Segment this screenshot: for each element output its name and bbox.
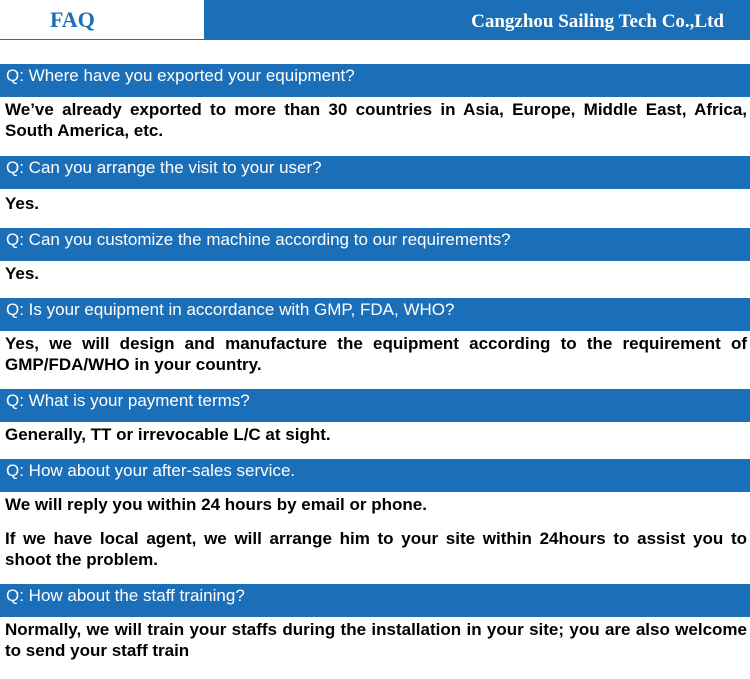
question-text: Q: What is your payment terms? <box>6 391 250 410</box>
faq-question-7 <box>0 584 750 617</box>
faq-answer-6b: If we have local agent, we will arrange him to your site within 24hours to assist you to shoot the problem. <box>5 529 747 569</box>
faq-answer-5: Generally, TT or irrevocable L/C at sight. <box>5 425 331 444</box>
faq-answer-4: Yes, we will design and manufacture the equipment according to the requirement of GMP/FDA/WHO in your country. <box>5 334 747 374</box>
faq-answer-2: Yes. <box>5 194 40 213</box>
faq-tab-label: FAQ <box>50 7 95 32</box>
faq-question-2 <box>0 156 750 189</box>
faq-question-4 <box>0 298 750 331</box>
faq-answer-3: Yes. <box>5 264 40 283</box>
question-text: Q: Can you customize the machine according to our requirements? <box>6 230 511 249</box>
faq-answer-6a: We will reply you within 24 hours by email or phone. <box>5 495 427 514</box>
question-text: Q: How about your after-sales service. <box>6 461 296 480</box>
faq-question-5 <box>0 389 750 422</box>
faq-question-1 <box>0 64 750 97</box>
question-text: Q: How about the staff training? <box>6 586 245 605</box>
faq-answer-7: Normally, we will train your staffs during the installation in your site; you are also welcome to send your staff train <box>5 620 747 660</box>
faq-question-3 <box>0 228 750 261</box>
question-text: Q: Can you arrange the visit to your user? <box>6 158 322 177</box>
faq-tab[interactable] <box>0 0 204 40</box>
header-bar <box>0 0 750 40</box>
question-text: Q: Where have you exported your equipment? <box>6 66 355 85</box>
faq-question-6 <box>0 459 750 492</box>
company-name: Cangzhou Sailing Tech Co.,Ltd <box>471 11 724 32</box>
faq-answer-1: We’ve already exported to more than 30 countries in Asia, Europe, Middle East, Africa, South America, etc. <box>5 100 747 140</box>
question-text: Q: Is your equipment in accordance with GMP, FDA, WHO? <box>6 300 455 319</box>
